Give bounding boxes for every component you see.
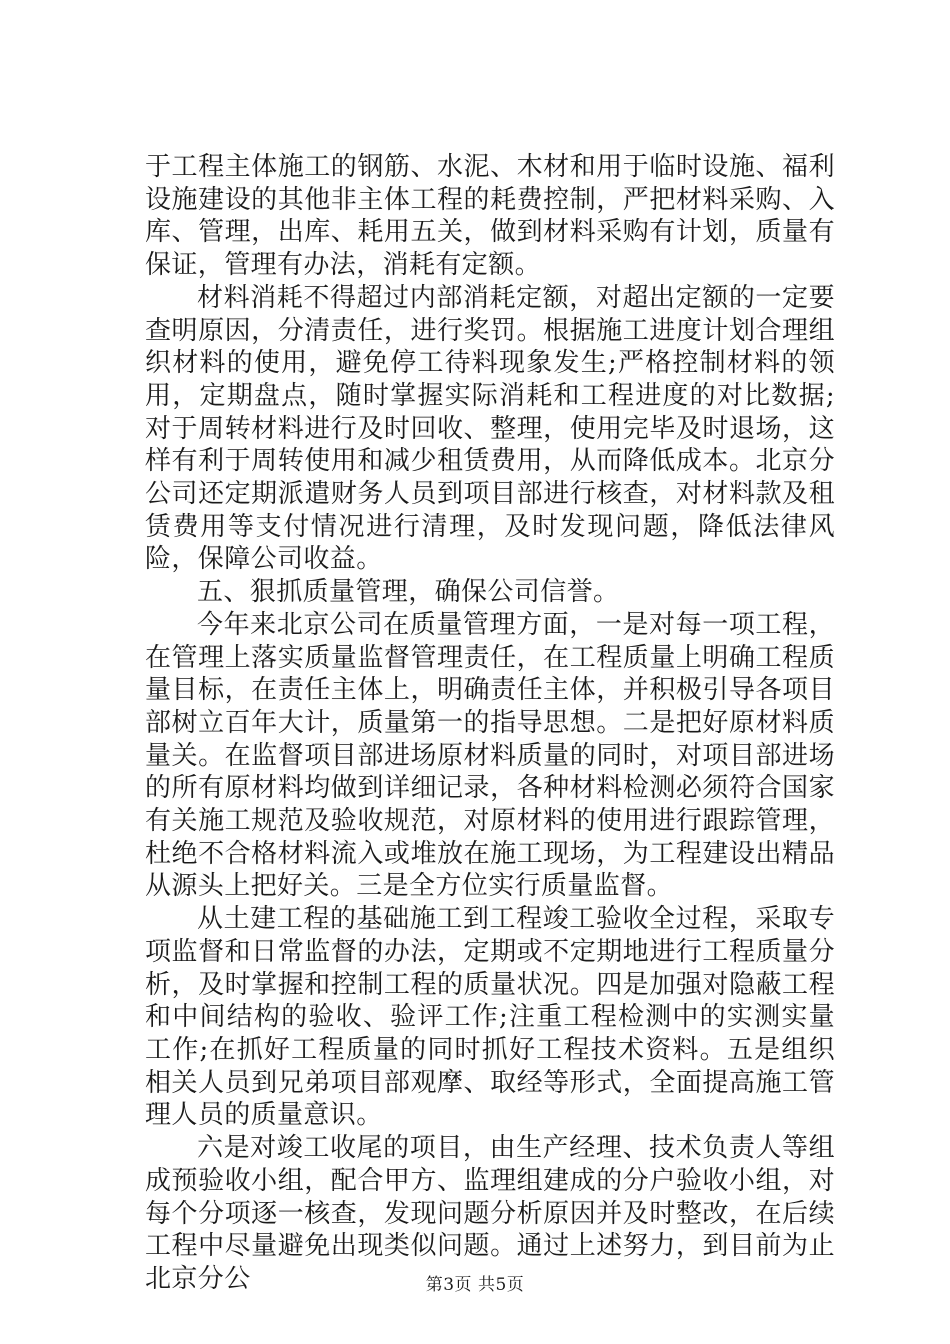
section-heading-quality: 五、狠抓质量管理，确保公司信誉。 — [197, 577, 620, 608]
page-number-footer: 第3页 共5页 — [425, 1275, 525, 1295]
paragraph-quality-supervision: 从土建工程的基础施工到工程竣工验收全过程，采取专项监督和日常监督的办法，定期或不定期地进行工程质量分析，及时掌握和控制工程的质量状况。四是加强对隐蔽工程和中间结构的验收、验评工作;注重工程检测中的实测实量工作;在抓好工程质量的同时抓好工程技术资料。五是组织相关人员到兄弟项目部观摩、取经等形式，全面提高施工管理人员的质量意识。 — [145, 904, 835, 1131]
document-body — [145, 151, 835, 1296]
paragraph-material-consumption: 材料消耗不得超过内部消耗定额，对超出定额的一定要查明原因，分清责任，进行奖罚。根据施工进度计划合理组织材料的使用，避免停工待料现象发生;严格控制材料的领用，定期盘点，随时掌握实际消耗和工程进度的对比数据;对于周转材料进行及时回收、整理，使用完毕及时退场，这样有利于周转使用和减少租赁费用，从而降低成本。北京分公司还定期派遣财务人员到项目部进行核查，对材料款及租赁费用等支付情况进行清理，及时发现问题，降低法律风险，保障公司收益。 — [145, 282, 835, 575]
paragraph-quality-management: 今年来北京公司在质量管理方面，一是对每一项工程，在管理上落实质量监督管理责任，在工程质量上明确工程质量目标，在责任主体上，明确责任主体，并积极引导各项目部树立百年大计，质量第一的指导思想。二是把好原材料质量关。在监督项目部进场原材料质量的同时，对项目部进场的所有原材料均做到详细记录，各种材料检测必须符合国家有关施工规范及验收规范，对原材料的使用进行跟踪管理，杜绝不合格材料流入或堆放在施工现场，为工程建设出精品从源头上把好关。三是全方位实行质量监督。 — [145, 609, 835, 902]
paragraph-acceptance-inspection: 六是对竣工收尾的项目，由生产经理、技术负责人等组成预验收小组，配合甲方、监理组建成的分户验收小组，对每个分项逐一核查，发现问题分析原因并及时整改，在后续工程中尽量避免出现类似问题。通过上述努力，到目前为止北京分公 — [145, 1133, 835, 1294]
paragraph-materials-control: 于工程主体施工的钢筋、水泥、木材和用于临时设施、福利设施建设的其他非主体工程的耗费控制，严把材料采购、入库、管理，出库、耗用五关，做到材料采购有计划，质量有保证，管理有办法，消耗有定额。 — [145, 152, 835, 281]
